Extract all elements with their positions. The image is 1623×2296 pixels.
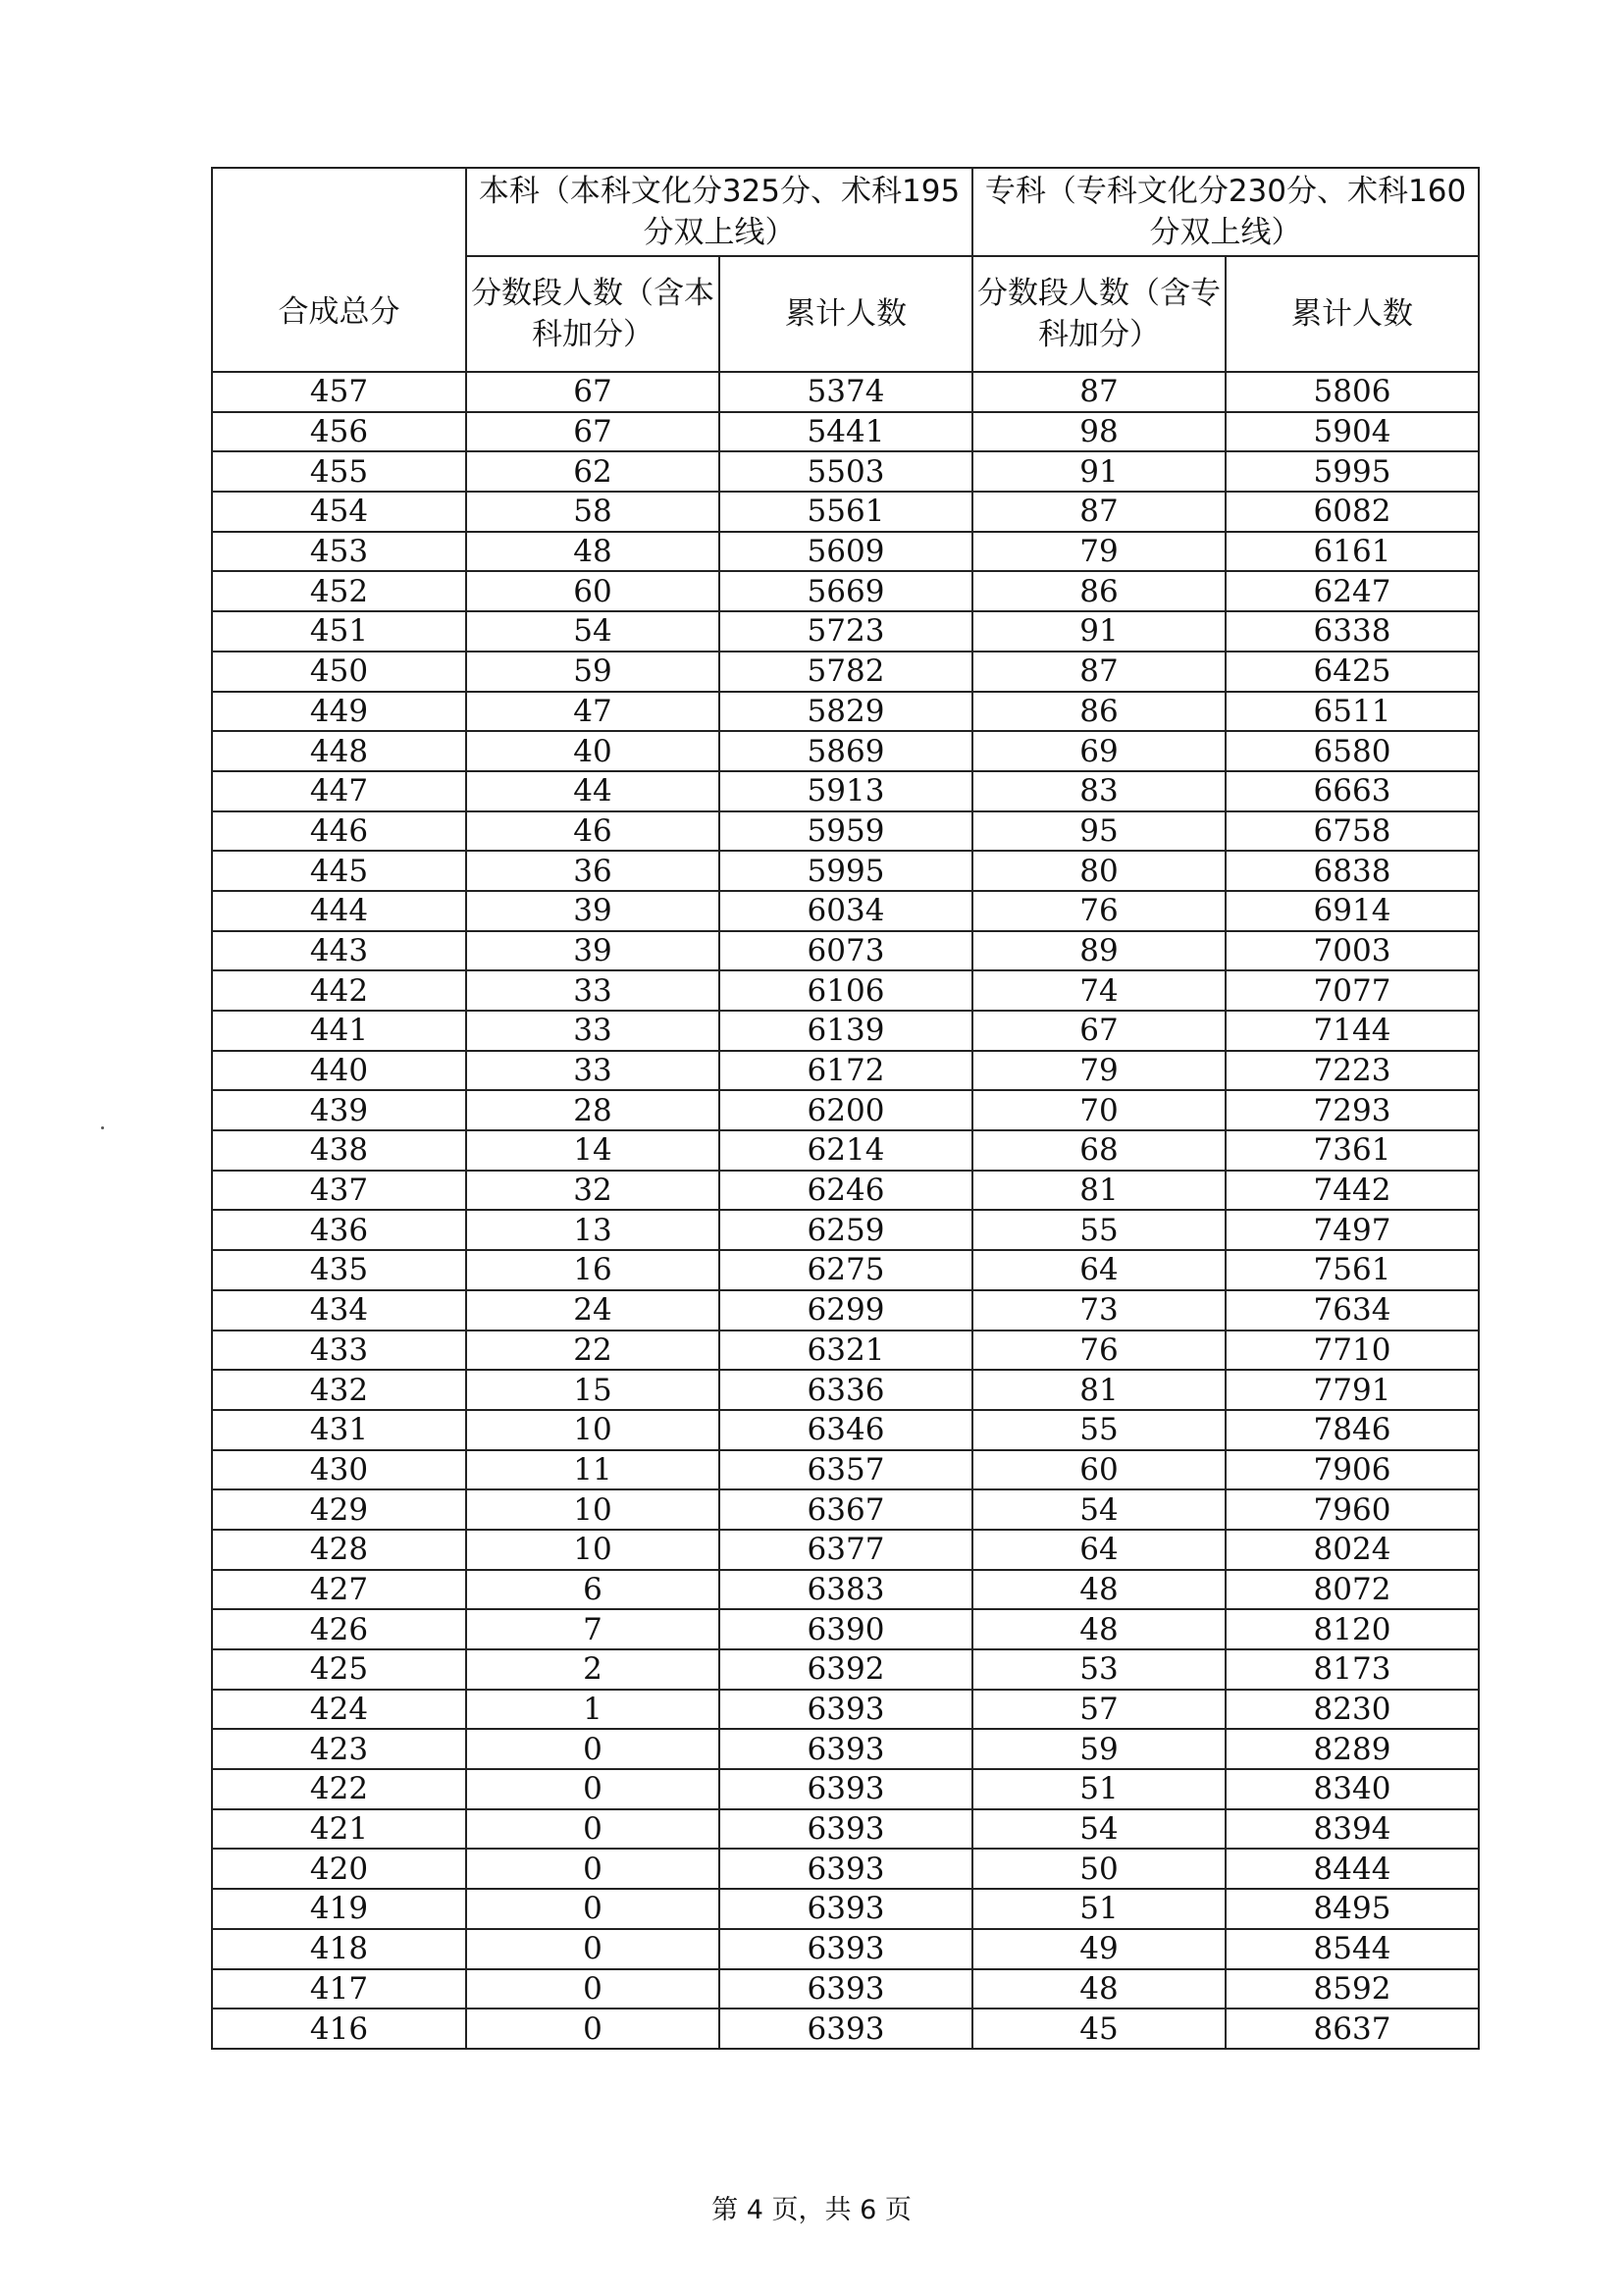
header-undergrad-band-count: 分数段人数（含本科加分）: [466, 256, 719, 372]
junior-cumulative-cell: 7791: [1226, 1370, 1479, 1410]
table-row: [212, 1370, 1479, 1410]
table-row: [212, 652, 1479, 692]
junior-band-count-cell: 53: [972, 1649, 1226, 1690]
junior-band-count-cell: 55: [972, 1410, 1226, 1450]
junior-band-count-cell: 87: [972, 652, 1226, 692]
undergrad-cumulative-cell: 6393: [719, 1809, 972, 1850]
undergrad-cumulative-cell: 5782: [719, 652, 972, 692]
total-score-cell: 428: [212, 1530, 466, 1570]
total-score-cell: 435: [212, 1250, 466, 1290]
undergrad-cumulative-cell: 5995: [719, 851, 972, 891]
total-score-cell: 434: [212, 1290, 466, 1331]
table-row: [212, 1410, 1479, 1450]
junior-band-count-cell: 57: [972, 1690, 1226, 1730]
junior-cumulative-cell: 8024: [1226, 1530, 1479, 1570]
undergrad-band-count-cell: 22: [466, 1331, 719, 1371]
total-score-cell: 422: [212, 1769, 466, 1809]
junior-cumulative-cell: 8544: [1226, 1929, 1479, 1969]
junior-band-count-cell: 64: [972, 1530, 1226, 1570]
junior-band-count-cell: 70: [972, 1090, 1226, 1130]
undergrad-band-count-cell: 62: [466, 451, 719, 492]
table-row: [212, 1690, 1479, 1730]
undergrad-band-count-cell: 7: [466, 1609, 719, 1649]
undergrad-cumulative-cell: 5669: [719, 571, 972, 611]
junior-cumulative-cell: 6758: [1226, 811, 1479, 852]
table-row: [212, 611, 1479, 652]
undergrad-cumulative-cell: 5374: [719, 372, 972, 412]
junior-cumulative-cell: 6663: [1226, 771, 1479, 811]
score-distribution-table: [211, 167, 1480, 2050]
junior-band-count-cell: 68: [972, 1130, 1226, 1171]
junior-band-count-cell: 48: [972, 1969, 1226, 2009]
junior-cumulative-cell: 7003: [1226, 931, 1479, 971]
junior-band-count-cell: 89: [972, 931, 1226, 971]
undergrad-cumulative-cell: 6393: [719, 1729, 972, 1769]
table-row: [212, 1769, 1479, 1809]
undergrad-band-count-cell: 44: [466, 771, 719, 811]
junior-band-count-cell: 79: [972, 532, 1226, 572]
junior-cumulative-cell: 8120: [1226, 1609, 1479, 1649]
total-score-cell: 421: [212, 1809, 466, 1850]
table-row: [212, 1130, 1479, 1171]
junior-band-count-cell: 54: [972, 1809, 1226, 1850]
undergrad-band-count-cell: 0: [466, 1809, 719, 1850]
table-row: [212, 1290, 1479, 1331]
undergrad-cumulative-cell: 6393: [719, 1929, 972, 1969]
undergrad-cumulative-cell: 6393: [719, 1969, 972, 2009]
junior-cumulative-cell: 7634: [1226, 1290, 1479, 1331]
table-row: [212, 1210, 1479, 1250]
junior-band-count-cell: 51: [972, 1769, 1226, 1809]
undergrad-band-count-cell: 60: [466, 571, 719, 611]
undergrad-cumulative-cell: 6377: [719, 1530, 972, 1570]
junior-band-count-cell: 81: [972, 1370, 1226, 1410]
undergrad-cumulative-cell: 6393: [719, 1690, 972, 1730]
table-row: [212, 1649, 1479, 1690]
undergrad-cumulative-cell: 6321: [719, 1331, 972, 1371]
total-score-cell: 423: [212, 1729, 466, 1769]
junior-band-count-cell: 80: [972, 851, 1226, 891]
junior-cumulative-cell: 8444: [1226, 1849, 1479, 1889]
undergrad-cumulative-cell: 6172: [719, 1051, 972, 1091]
table-row: [212, 492, 1479, 532]
undergrad-band-count-cell: 15: [466, 1370, 719, 1410]
undergrad-band-count-cell: 33: [466, 1051, 719, 1091]
junior-band-count-cell: 49: [972, 1929, 1226, 1969]
undergrad-cumulative-cell: 5609: [719, 532, 972, 572]
total-score-cell: 454: [212, 492, 466, 532]
undergrad-band-count-cell: 0: [466, 1929, 719, 1969]
junior-band-count-cell: 69: [972, 731, 1226, 771]
table-row: [212, 1171, 1479, 1211]
total-score-cell: 416: [212, 2009, 466, 2049]
undergrad-band-count-cell: 67: [466, 412, 719, 452]
table-row: [212, 1609, 1479, 1649]
junior-cumulative-cell: 8394: [1226, 1809, 1479, 1850]
table-row: [212, 1809, 1479, 1850]
undergrad-band-count-cell: 10: [466, 1410, 719, 1450]
undergrad-band-count-cell: 40: [466, 731, 719, 771]
total-score-cell: 436: [212, 1210, 466, 1250]
undergrad-cumulative-cell: 6357: [719, 1450, 972, 1490]
total-score-cell: 441: [212, 1011, 466, 1051]
table-row: [212, 1090, 1479, 1130]
total-score-cell: 431: [212, 1410, 466, 1450]
junior-band-count-cell: 74: [972, 970, 1226, 1011]
table-row: [212, 571, 1479, 611]
junior-band-count-cell: 45: [972, 2009, 1226, 2049]
undergrad-cumulative-cell: 6106: [719, 970, 972, 1011]
table-row: [212, 1011, 1479, 1051]
undergrad-band-count-cell: 0: [466, 2009, 719, 2049]
undergrad-band-count-cell: 0: [466, 1769, 719, 1809]
total-score-cell: 452: [212, 571, 466, 611]
total-score-cell: 457: [212, 372, 466, 412]
junior-cumulative-cell: 7561: [1226, 1250, 1479, 1290]
undergrad-cumulative-cell: 6393: [719, 1849, 972, 1889]
junior-band-count-cell: 64: [972, 1250, 1226, 1290]
total-score-cell: 419: [212, 1889, 466, 1929]
undergrad-band-count-cell: 11: [466, 1450, 719, 1490]
undergrad-band-count-cell: 48: [466, 532, 719, 572]
junior-cumulative-cell: 6838: [1226, 851, 1479, 891]
table-row: [212, 532, 1479, 572]
junior-cumulative-cell: 7144: [1226, 1011, 1479, 1051]
junior-band-count-cell: 91: [972, 451, 1226, 492]
table-body: [212, 372, 1479, 2049]
junior-cumulative-cell: 5904: [1226, 412, 1479, 452]
junior-cumulative-cell: 6247: [1226, 571, 1479, 611]
header-junior-cumulative: 累计人数: [1226, 256, 1479, 372]
undergrad-cumulative-cell: 6200: [719, 1090, 972, 1130]
total-score-cell: 453: [212, 532, 466, 572]
undergrad-cumulative-cell: 5959: [719, 811, 972, 852]
junior-band-count-cell: 81: [972, 1171, 1226, 1211]
undergrad-cumulative-cell: 5561: [719, 492, 972, 532]
total-score-cell: 417: [212, 1969, 466, 2009]
junior-band-count-cell: 55: [972, 1210, 1226, 1250]
table-row: [212, 372, 1479, 412]
undergrad-band-count-cell: 24: [466, 1290, 719, 1331]
undergrad-band-count-cell: 10: [466, 1489, 719, 1530]
junior-cumulative-cell: 8173: [1226, 1649, 1479, 1690]
junior-band-count-cell: 73: [972, 1290, 1226, 1331]
junior-cumulative-cell: 7293: [1226, 1090, 1479, 1130]
junior-cumulative-cell: 6425: [1226, 652, 1479, 692]
header-junior-band-count: 分数段人数（含专科加分）: [972, 256, 1226, 372]
undergrad-cumulative-cell: 5913: [719, 771, 972, 811]
junior-band-count-cell: 67: [972, 1011, 1226, 1051]
undergrad-cumulative-cell: 6393: [719, 1769, 972, 1809]
undergrad-band-count-cell: 36: [466, 851, 719, 891]
undergrad-cumulative-cell: 6299: [719, 1290, 972, 1331]
undergrad-band-count-cell: 46: [466, 811, 719, 852]
junior-band-count-cell: 60: [972, 1450, 1226, 1490]
total-score-cell: 437: [212, 1171, 466, 1211]
table-row: [212, 891, 1479, 931]
undergrad-cumulative-cell: 6393: [719, 1889, 972, 1929]
table-header: [212, 168, 1479, 372]
table-row: [212, 811, 1479, 852]
undergrad-cumulative-cell: 6214: [719, 1130, 972, 1171]
junior-cumulative-cell: 6082: [1226, 492, 1479, 532]
junior-cumulative-cell: 7077: [1226, 970, 1479, 1011]
table-row: [212, 771, 1479, 811]
total-score-cell: 432: [212, 1370, 466, 1410]
undergrad-cumulative-cell: 5829: [719, 692, 972, 732]
total-score-cell: 429: [212, 1489, 466, 1530]
junior-cumulative-cell: 6511: [1226, 692, 1479, 732]
undergrad-band-count-cell: 47: [466, 692, 719, 732]
scan-speck: [101, 1126, 104, 1129]
junior-band-count-cell: 48: [972, 1570, 1226, 1610]
header-undergrad-cumulative: 累计人数: [719, 256, 972, 372]
undergrad-cumulative-cell: 6393: [719, 2009, 972, 2049]
total-score-cell: 440: [212, 1051, 466, 1091]
total-score-cell: 424: [212, 1690, 466, 1730]
undergrad-band-count-cell: 10: [466, 1530, 719, 1570]
table-row: [212, 1849, 1479, 1889]
total-score-cell: 455: [212, 451, 466, 492]
junior-cumulative-cell: 7497: [1226, 1210, 1479, 1250]
table-row: [212, 692, 1479, 732]
undergrad-cumulative-cell: 6275: [719, 1250, 972, 1290]
total-score-cell: 450: [212, 652, 466, 692]
header-junior-group: 专科（专科文化分230分、术科160分双上线）: [972, 168, 1479, 256]
undergrad-cumulative-cell: 5503: [719, 451, 972, 492]
undergrad-band-count-cell: 33: [466, 970, 719, 1011]
table-row: [212, 1889, 1479, 1929]
undergrad-cumulative-cell: 6336: [719, 1370, 972, 1410]
undergrad-cumulative-cell: 6034: [719, 891, 972, 931]
table-row: [212, 731, 1479, 771]
total-score-cell: 425: [212, 1649, 466, 1690]
table-row: [212, 451, 1479, 492]
table-row: [212, 412, 1479, 452]
total-score-cell: 449: [212, 692, 466, 732]
undergrad-band-count-cell: 58: [466, 492, 719, 532]
total-score-cell: 420: [212, 1849, 466, 1889]
junior-cumulative-cell: 8230: [1226, 1690, 1479, 1730]
undergrad-band-count-cell: 59: [466, 652, 719, 692]
junior-cumulative-cell: 7710: [1226, 1331, 1479, 1371]
total-score-cell: 444: [212, 891, 466, 931]
table-row: [212, 1969, 1479, 2009]
junior-band-count-cell: 95: [972, 811, 1226, 852]
undergrad-band-count-cell: 28: [466, 1090, 719, 1130]
undergrad-cumulative-cell: 6259: [719, 1210, 972, 1250]
undergrad-band-count-cell: 6: [466, 1570, 719, 1610]
junior-band-count-cell: 86: [972, 692, 1226, 732]
junior-cumulative-cell: 8592: [1226, 1969, 1479, 2009]
table-row: [212, 1729, 1479, 1769]
junior-band-count-cell: 98: [972, 412, 1226, 452]
undergrad-band-count-cell: 39: [466, 931, 719, 971]
undergrad-cumulative-cell: 6346: [719, 1410, 972, 1450]
junior-band-count-cell: 87: [972, 492, 1226, 532]
table-row: [212, 1051, 1479, 1091]
junior-band-count-cell: 87: [972, 372, 1226, 412]
undergrad-band-count-cell: 0: [466, 1889, 719, 1929]
undergrad-band-count-cell: 32: [466, 1171, 719, 1211]
undergrad-band-count-cell: 1: [466, 1690, 719, 1730]
undergrad-band-count-cell: 0: [466, 1969, 719, 2009]
page-footer: 第 4 页，共 6 页: [711, 2195, 912, 2225]
table-row: [212, 1250, 1479, 1290]
undergrad-cumulative-cell: 6390: [719, 1609, 972, 1649]
junior-cumulative-cell: 7361: [1226, 1130, 1479, 1171]
junior-band-count-cell: 91: [972, 611, 1226, 652]
total-score-cell: 427: [212, 1570, 466, 1610]
table-row: [212, 970, 1479, 1011]
junior-cumulative-cell: 6580: [1226, 731, 1479, 771]
undergrad-cumulative-cell: 6367: [719, 1489, 972, 1530]
junior-band-count-cell: 48: [972, 1609, 1226, 1649]
table-row: [212, 1929, 1479, 1969]
total-score-cell: 443: [212, 931, 466, 971]
undergrad-band-count-cell: 33: [466, 1011, 719, 1051]
undergrad-band-count-cell: 54: [466, 611, 719, 652]
undergrad-band-count-cell: 67: [466, 372, 719, 412]
total-score-cell: 418: [212, 1929, 466, 1969]
table-row: [212, 1331, 1479, 1371]
junior-band-count-cell: 86: [972, 571, 1226, 611]
junior-band-count-cell: 83: [972, 771, 1226, 811]
table-row: [212, 2009, 1479, 2049]
junior-cumulative-cell: 8340: [1226, 1769, 1479, 1809]
total-score-cell: 442: [212, 970, 466, 1011]
total-score-cell: 451: [212, 611, 466, 652]
table-row: [212, 851, 1479, 891]
header-total-score: 合成总分: [212, 168, 466, 372]
junior-cumulative-cell: 7906: [1226, 1450, 1479, 1490]
total-score-cell: 433: [212, 1331, 466, 1371]
undergrad-cumulative-cell: 6139: [719, 1011, 972, 1051]
total-score-cell: 438: [212, 1130, 466, 1171]
total-score-cell: 448: [212, 731, 466, 771]
table-row: [212, 931, 1479, 971]
junior-band-count-cell: 79: [972, 1051, 1226, 1091]
junior-cumulative-cell: 6338: [1226, 611, 1479, 652]
junior-cumulative-cell: 7442: [1226, 1171, 1479, 1211]
junior-cumulative-cell: 8495: [1226, 1889, 1479, 1929]
junior-cumulative-cell: 5806: [1226, 372, 1479, 412]
junior-band-count-cell: 76: [972, 891, 1226, 931]
junior-cumulative-cell: 8637: [1226, 2009, 1479, 2049]
undergrad-cumulative-cell: 5441: [719, 412, 972, 452]
junior-cumulative-cell: 6914: [1226, 891, 1479, 931]
undergrad-cumulative-cell: 6246: [719, 1171, 972, 1211]
junior-cumulative-cell: 7223: [1226, 1051, 1479, 1091]
undergrad-band-count-cell: 0: [466, 1729, 719, 1769]
undergrad-band-count-cell: 2: [466, 1649, 719, 1690]
total-score-cell: 439: [212, 1090, 466, 1130]
undergrad-band-count-cell: 39: [466, 891, 719, 931]
table-row: [212, 1450, 1479, 1490]
junior-cumulative-cell: 8072: [1226, 1570, 1479, 1610]
total-score-cell: 446: [212, 811, 466, 852]
undergrad-cumulative-cell: 6392: [719, 1649, 972, 1690]
junior-cumulative-cell: 7960: [1226, 1489, 1479, 1530]
junior-cumulative-cell: 5995: [1226, 451, 1479, 492]
undergrad-cumulative-cell: 6383: [719, 1570, 972, 1610]
table-row: [212, 1570, 1479, 1610]
undergrad-cumulative-cell: 6073: [719, 931, 972, 971]
undergrad-band-count-cell: 14: [466, 1130, 719, 1171]
total-score-cell: 445: [212, 851, 466, 891]
total-score-cell: 430: [212, 1450, 466, 1490]
junior-band-count-cell: 76: [972, 1331, 1226, 1371]
undergrad-band-count-cell: 13: [466, 1210, 719, 1250]
junior-cumulative-cell: 8289: [1226, 1729, 1479, 1769]
junior-band-count-cell: 54: [972, 1489, 1226, 1530]
header-undergrad-group: 本科（本科文化分325分、术科195分双上线）: [466, 168, 972, 256]
total-score-cell: 456: [212, 412, 466, 452]
junior-band-count-cell: 51: [972, 1889, 1226, 1929]
junior-band-count-cell: 50: [972, 1849, 1226, 1889]
undergrad-band-count-cell: 0: [466, 1849, 719, 1889]
junior-cumulative-cell: 6161: [1226, 532, 1479, 572]
undergrad-cumulative-cell: 5869: [719, 731, 972, 771]
table-row: [212, 1530, 1479, 1570]
junior-band-count-cell: 59: [972, 1729, 1226, 1769]
undergrad-band-count-cell: 16: [466, 1250, 719, 1290]
total-score-cell: 447: [212, 771, 466, 811]
undergrad-cumulative-cell: 5723: [719, 611, 972, 652]
junior-cumulative-cell: 7846: [1226, 1410, 1479, 1450]
total-score-cell: 426: [212, 1609, 466, 1649]
table-row: [212, 1489, 1479, 1530]
